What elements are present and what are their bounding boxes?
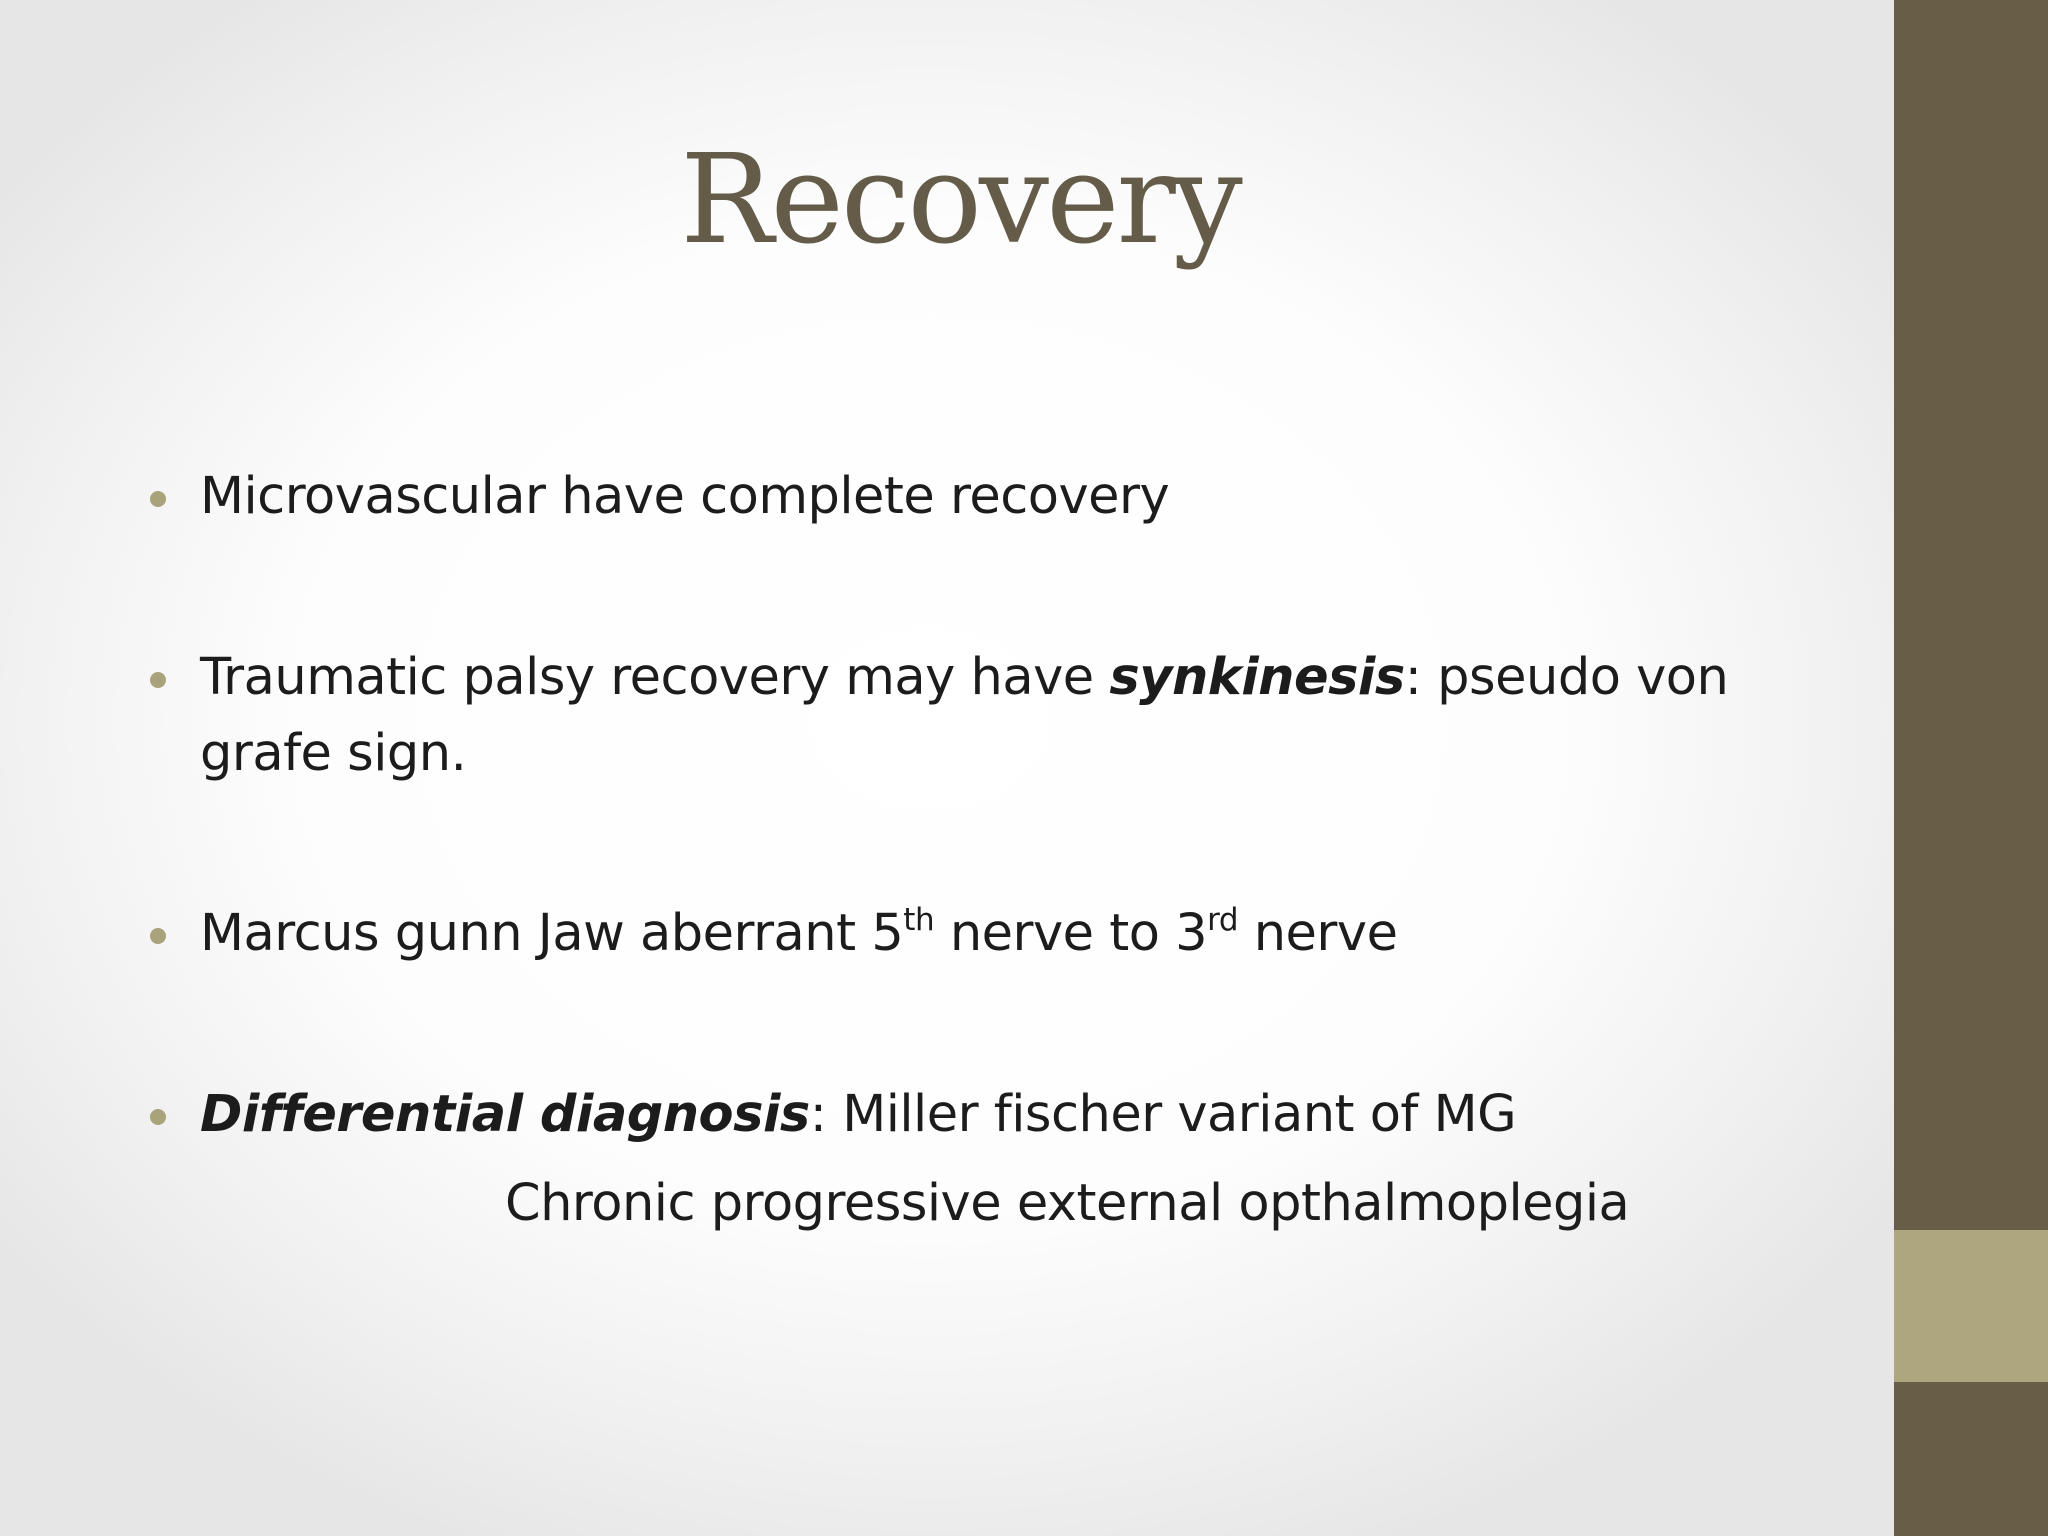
bullet-text-run: Traumatic palsy recovery may have: [200, 648, 1110, 707]
bullet-dot: [150, 491, 166, 507]
bullet-text-run: nerve: [1238, 904, 1398, 963]
bullet-text-run: Microvascular have complete recovery: [200, 467, 1170, 526]
bullet-dot: [150, 928, 166, 944]
bullet-text: [200, 1077, 1760, 1153]
emphasis-term: Differential diagnosis: [200, 1085, 810, 1144]
bullet-continuation: Chronic progressive external opthalmoplegia: [505, 1174, 1630, 1233]
slide-title: Recovery: [680, 128, 1240, 272]
bullet-dot: [150, 672, 166, 688]
ordinal-superscript: th: [903, 902, 935, 938]
bullet-text-run: nerve to 3: [934, 904, 1208, 963]
bullet-dot: [150, 1109, 166, 1125]
bullet-text-run: Marcus gunn Jaw aberrant 5: [200, 904, 904, 963]
bullet-text-run: : pseudo von grafe sign.: [200, 648, 1729, 783]
bullet-text: [200, 459, 1760, 535]
side-bar-accent: [1894, 1230, 2048, 1382]
ordinal-superscript: rd: [1207, 902, 1239, 938]
bullet-text-run: : Miller fischer variant of MG: [809, 1085, 1517, 1144]
bullet-text: [200, 896, 1760, 972]
emphasis-term: synkinesis: [1109, 648, 1405, 707]
bullet-text: [200, 640, 1760, 792]
